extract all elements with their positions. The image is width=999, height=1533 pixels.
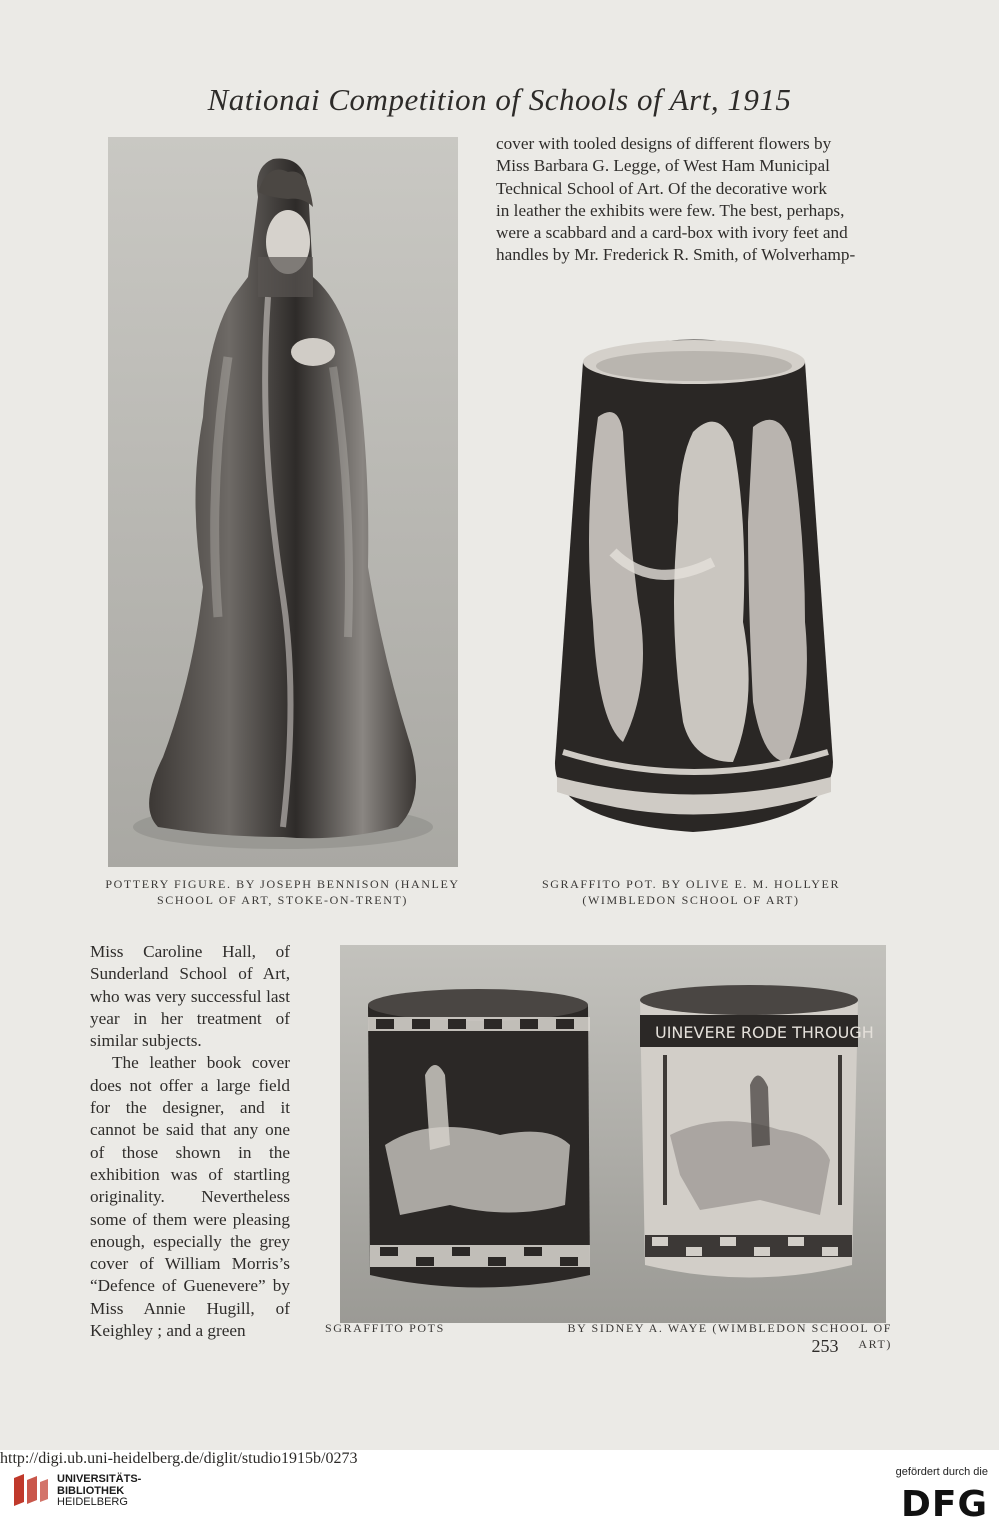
dfg-logo: DFG [900,1484,988,1525]
figure-3-caption-right: BY SIDNEY A. WAYE (WIMBLEDON SCHOOL OF ART) [567,1321,892,1351]
running-title: Nationai Competition of Schools of Art, 1915 [207,82,792,117]
right-column-line: Miss Barbara G. Legge, of West Ham Municipal [496,156,830,176]
library-name-line-3: HEIDELBERG [57,1496,128,1508]
right-column-line: cover with tooled designs of different flowers by [496,134,832,153]
right-column-line: were a scabbard and a card-box with ivory feet and [496,223,848,243]
figure-3-caption-left: SGRAFFITO POTS [325,1321,445,1335]
funding-label: gefördert durch die [895,1466,988,1478]
left-column-paragraph-2: The leather book cover does not offer a large field for the designer, and it cannot be said that any one of those shown in the exhibition was of startling originality. Nevertheless some of them were pleasing enough, especially the grey cover of William Morris’s “Defence of Guenevere” by Miss Annie Hugill, of Keighley ; and a green [90,1053,290,1341]
sgraffito-pots-image [340,945,886,1323]
right-column-text [496,133,888,267]
figure-2-caption-line-2: (WIMBLEDON SCHOOL OF ART) [582,893,800,907]
right-column-line: Technical School of Art. Of the decorative work [496,178,827,198]
left-column-paragraph-1: Miss Caroline Hall, of Sunderland School of Art, who was very successful last year in her treatment of similar subjects. [90,942,290,1051]
library-logo-icon [10,1470,52,1512]
figure-1-caption-line-2: SCHOOL OF ART, STOKE-ON-TRENT) [156,893,409,907]
pot-inscription: UINEVERE RODE THROUGH [655,1023,874,1042]
right-column-line: in leather the exhibits were few. The best, perhaps, [496,200,845,220]
figure-1-caption-line-1: POTTERY FIGURE. BY JOSEPH BENNISON (HANLEY [105,877,460,891]
sgraffito-pot-photo [543,322,843,847]
sgraffito-pot-image [543,322,843,847]
pottery-figure-image [108,137,458,867]
right-column-line: handles by Mr. Frederick R. Smith, of Wolverhamp- [496,245,856,265]
library-name-line-2: BIBLIOTHEK [57,1484,125,1497]
library-name-line-1: UNIVERSITÄTS- [57,1473,142,1485]
page-number: 253 [811,1336,839,1356]
figure-2-caption-line-1: SGRAFFITO POT. BY OLIVE E. M. HOLLYER [541,877,841,891]
sgraffito-pots-photo [340,945,886,1323]
figure-2-caption [515,876,867,908]
figure-1-caption [80,876,485,908]
pottery-figure-photo [108,137,458,867]
library-name [57,1474,141,1509]
footer-url[interactable]: http://digi.ub.uni-heidelberg.de/diglit/studio1915b/0273 [0,1450,358,1467]
left-column-text [90,941,290,1342]
